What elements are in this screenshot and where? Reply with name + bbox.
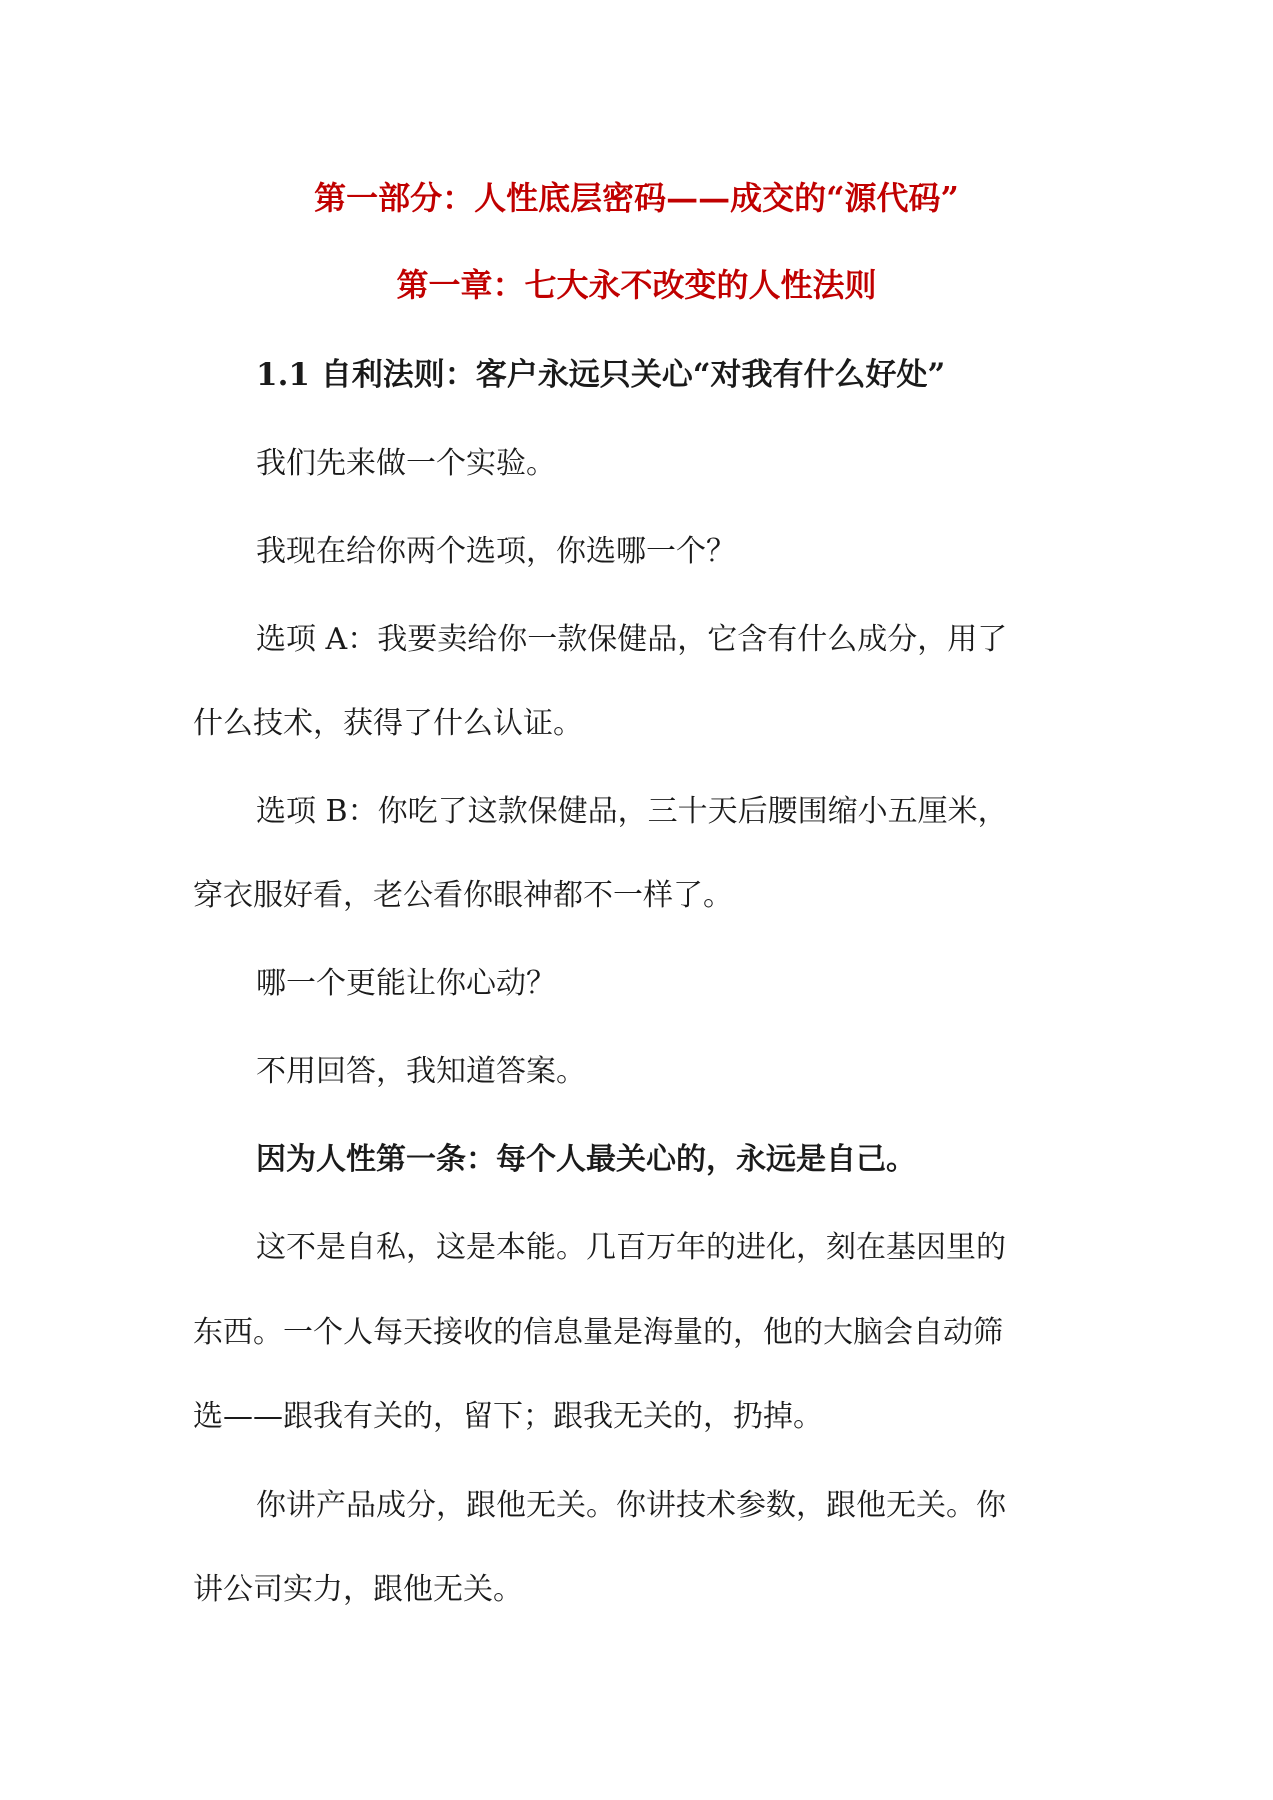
paragraph-line: 这不是自私，这是本能。几百万年的进化，刻在基因里的 <box>256 1230 1006 1265</box>
part-title: 第一部分：人性底层密码——成交的“源代码” <box>314 179 959 217</box>
section-title: 1.1 自利法则：客户永远只关心“对我有什么好处” <box>256 357 946 393</box>
paragraph-line: 选——跟我有关的，留下；跟我无关的，扔掉。 <box>193 1399 823 1434</box>
chapter-title: 第一章：七大永不改变的人性法则 <box>396 266 877 304</box>
paragraph-line: 东西。一个人每天接收的信息量是海量的，他的大脑会自动筛 <box>193 1315 1003 1350</box>
paragraph-line: 选项 B：你吃了这款保健品，三十天后腰围缩小五厘米， <box>256 794 1008 829</box>
paragraph-line: 穿衣服好看，老公看你眼神都不一样了。 <box>193 878 733 913</box>
paragraph-line: 选项 A：我要卖给你一款保健品，它含有什么成分，用了 <box>256 622 1008 657</box>
emphasis-line: 因为人性第一条：每个人最关心的，永远是自己。 <box>256 1142 916 1177</box>
paragraph-line: 我现在给你两个选项，你选哪一个？ <box>256 534 736 569</box>
paragraph-line: 讲公司实力，跟他无关。 <box>193 1572 523 1607</box>
paragraph-line: 不用回答，我知道答案。 <box>256 1054 586 1089</box>
paragraph-line: 哪一个更能让你心动？ <box>256 966 556 1001</box>
paragraph-line: 我们先来做一个实验。 <box>256 446 556 481</box>
paragraph-line: 什么技术，获得了什么认证。 <box>193 706 583 741</box>
paragraph-line: 你讲产品成分，跟他无关。你讲技术参数，跟他无关。你 <box>256 1488 1006 1523</box>
